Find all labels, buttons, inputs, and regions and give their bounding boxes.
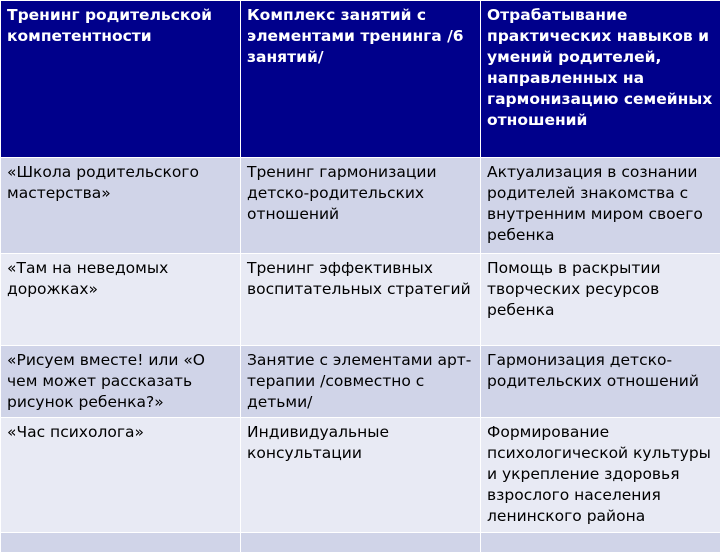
header-cell: Комплекс занятий с элементами тренинга /6 занятий/	[241, 1, 481, 158]
table-cell: Помощь в раскрытии творческих ресурсов ребенка	[481, 254, 720, 346]
table-row	[1, 254, 720, 346]
table-cell: Тренинг гармонизации детско-родительских отношений	[241, 158, 481, 254]
table-cell: Индивидуальные консультации	[241, 418, 481, 533]
table-cell	[1, 533, 241, 553]
table-cell: «Там на неведомых дорожках»	[1, 254, 241, 346]
header-cell: Тренинг родительской компетентности	[1, 1, 241, 158]
table-cell: «Рисуем вместе! или «О чем может рассказать рисунок ребенка?»	[1, 346, 241, 418]
table-cell	[241, 533, 481, 553]
header-cell: Отрабатывание практических навыков и умений родителей, направленных на гармонизацию семейных отношений	[481, 1, 720, 158]
table-cell	[481, 533, 720, 553]
table-row	[1, 533, 720, 553]
table-cell: Актуализация в сознании родителей знакомства с внутренним миром своего ребенка	[481, 158, 720, 254]
table-header-row	[1, 1, 720, 158]
table-row	[1, 418, 720, 533]
table-row	[1, 158, 720, 254]
table-cell: Формирование психологической культуры и укрепление здоровья взрослого населения ленинского района	[481, 418, 720, 533]
table-cell: Занятие с элементами арт-терапии /совместно с детьми/	[241, 346, 481, 418]
table-cell: Гармонизация детско-родительских отношений	[481, 346, 720, 418]
table-cell: «Час психолога»	[1, 418, 241, 533]
table-row	[1, 346, 720, 418]
table-cell: Тренинг эффективных воспитательных стратегий	[241, 254, 481, 346]
table-cell: «Школа родительского мастерства»	[1, 158, 241, 254]
